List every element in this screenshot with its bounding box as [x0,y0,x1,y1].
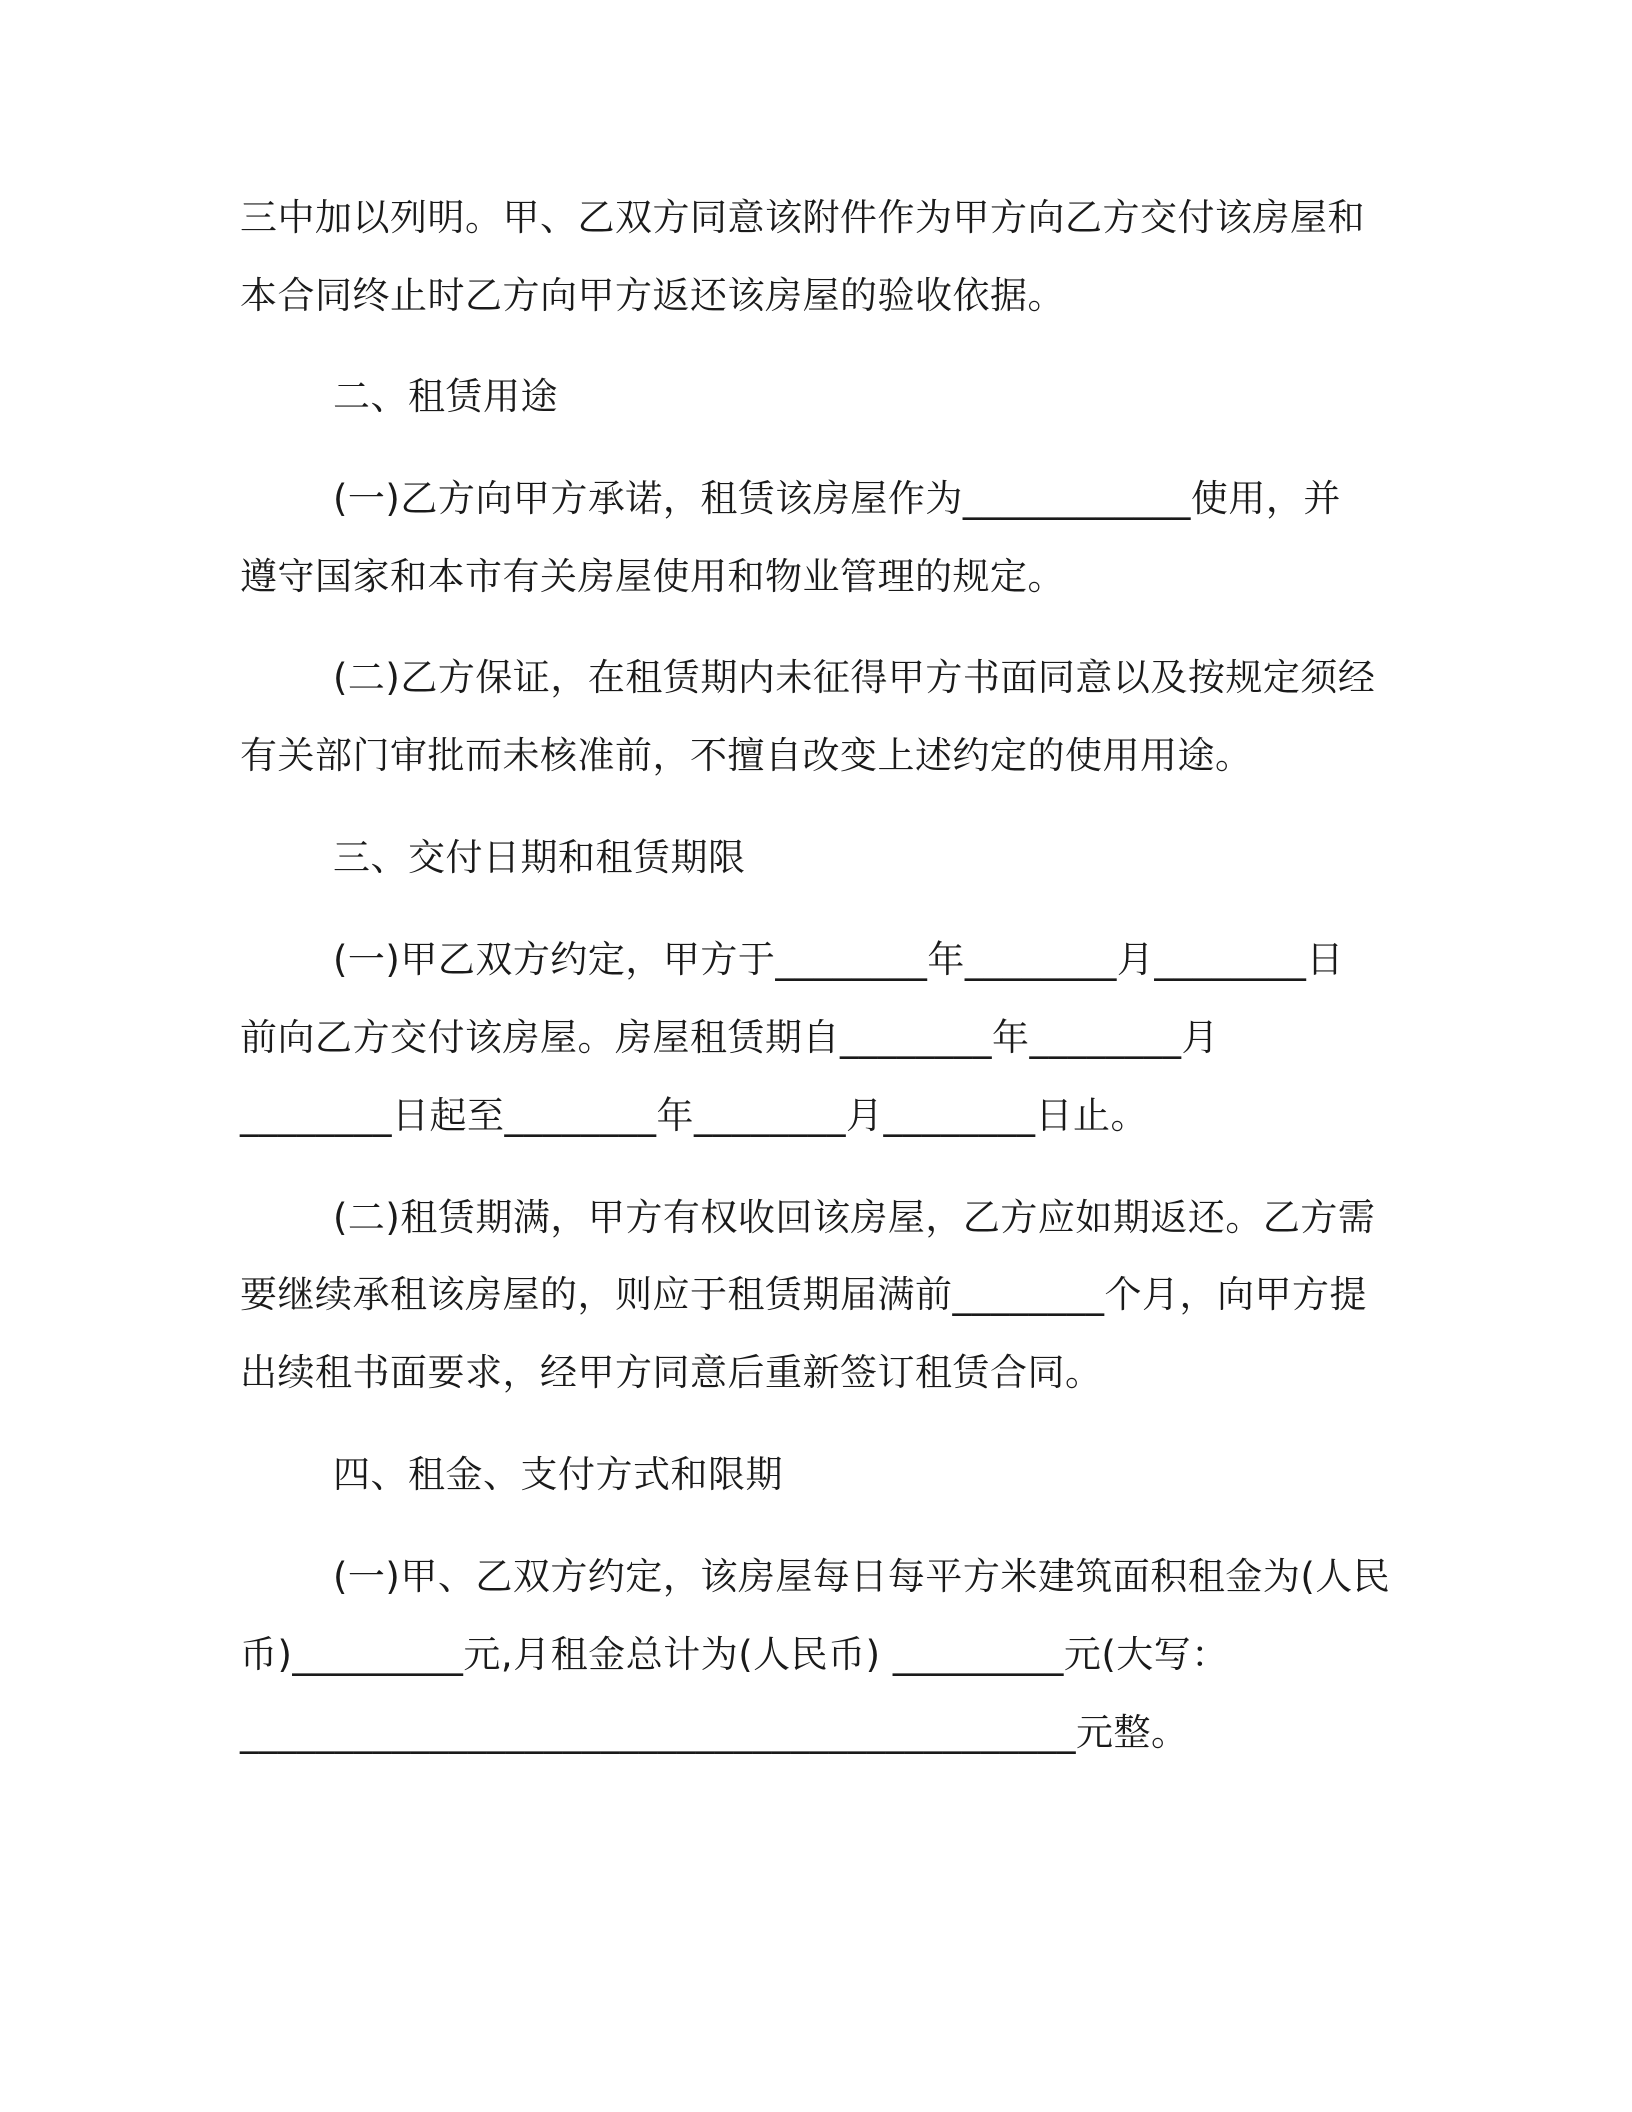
paragraph-line: ____________________________________________元整。 [240,1711,1189,1754]
paragraph-line: 有关部门审批而未核准前，不擅自改变上述约定的使用用途。 [240,734,1253,777]
section-heading-usage: 二、租赁用途 [333,375,558,418]
section-heading-delivery: 三、交付日期和租赁期限 [333,836,746,879]
paragraph-line: ________日起至________年________月________日止。 [240,1094,1148,1137]
section-heading-rent: 四、租金、支付方式和限期 [333,1453,783,1496]
paragraph-line: 要继续承租该房屋的，则应于租赁期届满前________个月，向甲方提 [240,1273,1367,1316]
paragraph-line: 三中加以列明。甲、乙双方同意该附件作为甲方向乙方交付该房屋和 [240,196,1365,239]
paragraph-line: (二)租赁期满，甲方有权收回该房屋，乙方应如期返还。乙方需 [333,1196,1376,1239]
paragraph-line: 本合同终止时乙方向甲方返还该房屋的验收依据。 [240,274,1065,317]
paragraph-line: 前向乙方交付该房屋。房屋租赁期自________年________月 [240,1016,1219,1059]
paragraph-line: (一)甲乙双方约定，甲方于________年________月________日 [333,938,1344,981]
paragraph-line: 出续租书面要求，经甲方同意后重新签订租赁合同。 [240,1351,1103,1394]
paragraph-line: (二)乙方保证，在租赁期内未征得甲方书面同意以及按规定须经 [333,656,1376,699]
paragraph-line: (一)乙方向甲方承诺，租赁该房屋作为____________使用，并 [333,477,1341,520]
paragraph-line: 遵守国家和本市有关房屋使用和物业管理的规定。 [240,555,1065,598]
paragraph-line: 币)_________元,月租金总计为(人民币) _________元(大写： [240,1633,1229,1676]
paragraph-line: (一)甲、乙双方约定，该房屋每日每平方米建筑面积租金为(人民 [333,1555,1391,1598]
